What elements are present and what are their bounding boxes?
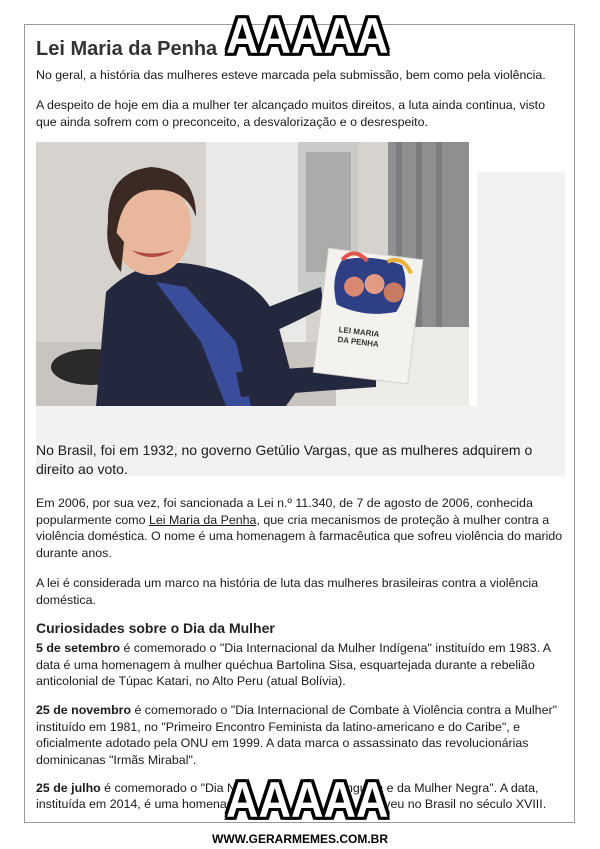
- intro-paragraph-1: No geral, a história das mulheres esteve marcada pela submissão, bem como pela violência.: [36, 68, 546, 82]
- site-footer-watermark: WWW.GERARMEMES.COM.BR: [212, 832, 388, 846]
- intro-paragraph-2: A despeito de hoje em dia a mulher ter alcançado muitos direitos, a luta ainda continua, visto que ainda sofrem com o preconceito, a desvalorização e o desrespeito.: [36, 98, 546, 129]
- svg-text:LEI MARIA: LEI MARIA: [338, 325, 380, 339]
- svg-text:DA PENHA: DA PENHA: [336, 334, 380, 349]
- milestone-paragraph: A lei é considerada um marco na história de luta das mulheres brasileiras contra a violência doméstica.: [36, 576, 539, 607]
- lei-maria-da-penha-link[interactable]: Lei Maria da Penha: [148, 512, 257, 527]
- curiosity-line-1-right: nguela e da Mulher Negra". A data,: [346, 781, 539, 795]
- curiosity-text-a: é comemorado o "Dia N: [100, 781, 236, 795]
- photo-woman-holding-book-icon: [36, 142, 469, 406]
- curiosity-text: é comemorado o "Dia Internacional de Combate à Violência contra a Mulher" instituído em 1981, no "Primeiro Encontro Feminista da latino-americano e do Caribe", e oficialmente adotado pela ONU em 1999. A data marca o assassinato das revolucionárias dominicanas "Irmãs Mirabal".: [36, 703, 557, 767]
- curiosity-date: 25 de julho: [36, 781, 101, 795]
- meme-top-caption: AAAAA: [226, 8, 389, 64]
- law-text-after: , que cria mecanismos de proteção à mulher contra a violência doméstica. O nome é uma homenagem à farmacêutica que sofreu violência do marido durante anos.: [36, 512, 563, 560]
- law-text-before: Em 2006, por sua vez, foi sancionada a Lei n.º 11.340, de 7 de agosto de 2006, conhecida popularmente como: [36, 496, 533, 527]
- caption-side-panel: [477, 172, 565, 406]
- section-heading-curiosities: Curiosidades sobre o Dia da Mulher: [36, 620, 275, 636]
- curiosity-item-violence: [36, 702, 564, 768]
- meme-bottom-caption: AAAAA: [226, 772, 389, 828]
- article-photo: [36, 142, 469, 406]
- curiosity-date: 25 de novembro: [36, 703, 132, 717]
- curiosity-line-2-left: instituída em 2014, é uma homenag: [36, 797, 234, 811]
- photo-caption: No Brasil, foi em 1932, no governo Getúlio Vargas, que as mulheres adquirem o direito ao voto.: [36, 442, 533, 477]
- law-paragraph: [36, 495, 564, 561]
- curiosity-line-2-right: e viveu no Brasil no século XVIII.: [365, 797, 547, 811]
- curiosity-text: é comemorado o "Dia Internacional da Mulher Indígena" instituído em 1983. A data é uma homenagem à mulher quéchua Bartolina Sisa, esquartejada durante a rebelião anticolonial de Túpac Katari, no Alto Peru (atual Bolívia).: [36, 641, 551, 688]
- curiosity-item-indigenous: [36, 640, 564, 690]
- curiosity-date: 5 de setembro: [36, 641, 121, 655]
- page-title: Lei Maria da Penha: [36, 38, 218, 60]
- curiosity-line-1-left: [36, 780, 236, 797]
